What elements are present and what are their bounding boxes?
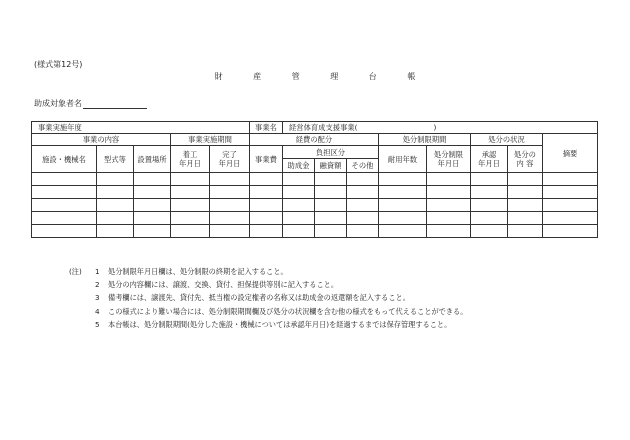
col-end-line1: 完了 — [222, 150, 237, 159]
table-cell[interactable] — [210, 225, 250, 238]
col-limit-date — [427, 146, 471, 173]
table-cell[interactable] — [543, 173, 598, 186]
table-cell[interactable] — [379, 212, 427, 225]
table-cell[interactable] — [315, 212, 347, 225]
col-end-date — [210, 146, 250, 173]
project-name-text: 経営体育成支援事業( — [289, 123, 358, 132]
table-cell[interactable] — [250, 199, 283, 212]
col-disposal-line2: 内 容 — [516, 159, 534, 168]
note-prefix: (注) — [69, 267, 82, 276]
group-cost: 経費の配分 — [250, 134, 379, 146]
col-end-line2: 年月日 — [218, 159, 241, 168]
col-facility: 施設・機械名 — [32, 146, 97, 173]
table-cell[interactable] — [543, 186, 598, 199]
col-approval-line1: 承認 — [481, 150, 497, 159]
table-cell[interactable] — [283, 225, 315, 238]
table-cell[interactable] — [315, 225, 347, 238]
table-cell[interactable] — [315, 186, 347, 199]
col-approval-line2: 年月日 — [478, 159, 500, 168]
table-cell[interactable] — [471, 173, 508, 186]
project-row — [32, 122, 598, 134]
col-limit-line1: 処分制限 — [433, 150, 464, 159]
note-number: 2 — [95, 280, 100, 290]
table-cell[interactable] — [427, 212, 471, 225]
note-item — [69, 291, 467, 304]
table-cell[interactable] — [171, 173, 210, 186]
table-cell[interactable] — [379, 225, 427, 238]
table-cell[interactable] — [379, 173, 427, 186]
notes-section — [69, 265, 467, 331]
table-row — [32, 225, 598, 238]
note-number: 3 — [95, 293, 100, 303]
note-item — [69, 318, 467, 331]
table-row — [32, 173, 598, 186]
ledger-body — [32, 173, 598, 238]
table-cell[interactable] — [97, 173, 134, 186]
project-year-label: 事業実施年度 — [32, 122, 250, 134]
table-cell[interactable] — [315, 199, 347, 212]
col-burden: 負担区分 — [283, 146, 379, 159]
table-cell[interactable] — [134, 173, 171, 186]
col-start-line2: 年月日 — [179, 159, 201, 168]
col-other: その他 — [347, 159, 379, 173]
table-cell[interactable] — [543, 212, 598, 225]
table-cell[interactable] — [97, 225, 134, 238]
table-cell[interactable] — [250, 186, 283, 199]
table-cell[interactable] — [283, 173, 315, 186]
col-loan: 融資額 — [315, 159, 347, 173]
col-approval-date — [471, 146, 508, 173]
note-item — [69, 305, 467, 318]
table-cell[interactable] — [347, 199, 379, 212]
table-cell[interactable] — [250, 212, 283, 225]
table-cell[interactable] — [347, 212, 379, 225]
note-prefix — [69, 278, 95, 291]
note-item — [69, 278, 467, 291]
table-cell[interactable] — [347, 186, 379, 199]
table-cell[interactable] — [134, 212, 171, 225]
col-model: 型式等 — [97, 146, 134, 173]
page-title: 財 産 管 理 台 帳 — [214, 72, 430, 81]
table-cell[interactable] — [134, 225, 171, 238]
note-text: この様式により難い場合には、処分制限期間欄及び処分の状況欄を含む他の様式をもって代えることができる。 — [108, 306, 468, 316]
table-cell[interactable] — [210, 212, 250, 225]
col-limit-line2: 年月日 — [437, 159, 460, 168]
col-start-line1: 着工 — [182, 150, 198, 159]
col-useful-life: 耐用年数 — [379, 146, 427, 173]
note-text: 本台帳は、処分制限期間(処分した施設・機械については承認年月日)を経過するまでは保存管理すること。 — [108, 319, 452, 329]
notes-list — [69, 265, 467, 331]
table-cell[interactable] — [427, 173, 471, 186]
table-cell[interactable] — [97, 199, 134, 212]
table-cell[interactable] — [427, 225, 471, 238]
table-cell[interactable] — [347, 225, 379, 238]
table-cell[interactable] — [283, 212, 315, 225]
recipient-field — [34, 98, 147, 109]
table-cell[interactable] — [471, 199, 508, 212]
table-row — [32, 186, 598, 199]
note-number: 5 — [95, 319, 100, 329]
table-cell[interactable] — [347, 173, 379, 186]
col-location: 設置場所 — [134, 146, 171, 173]
table-cell[interactable] — [134, 186, 171, 199]
group-limit: 処分制限期間 — [379, 134, 471, 146]
table-cell[interactable] — [543, 225, 598, 238]
column-header-row-1 — [32, 146, 598, 159]
note-prefix — [69, 291, 95, 304]
table-cell[interactable] — [134, 199, 171, 212]
project-name-label: 事業名 — [250, 122, 283, 134]
table-cell[interactable] — [171, 186, 210, 199]
table-cell[interactable] — [32, 173, 97, 186]
group-header-row — [32, 134, 598, 146]
col-remarks: 摘要 — [543, 134, 598, 173]
table-cell[interactable] — [508, 199, 543, 212]
table-cell[interactable] — [471, 212, 508, 225]
recipient-underline — [83, 99, 147, 109]
table-cell[interactable] — [543, 199, 598, 212]
form-number: (様式第12号) — [34, 60, 83, 69]
recipient-label: 助成対象者名 — [34, 99, 82, 108]
table-cell[interactable] — [32, 212, 97, 225]
table-cell[interactable] — [508, 186, 543, 199]
table-cell[interactable] — [97, 212, 134, 225]
note-text: 処分の内容欄には、譲渡、交換、貸付、担保提供等別に記入すること。 — [108, 280, 339, 290]
table-cell[interactable] — [210, 173, 250, 186]
note-prefix — [69, 318, 95, 331]
table-cell[interactable] — [508, 212, 543, 225]
project-name-close: ) — [433, 123, 437, 132]
table-cell[interactable] — [32, 199, 97, 212]
table-row — [32, 212, 598, 225]
note-prefix — [69, 305, 95, 318]
table-cell[interactable] — [379, 199, 427, 212]
table-cell[interactable] — [427, 199, 471, 212]
table-cell[interactable] — [171, 212, 210, 225]
col-disposal-line1: 処分の — [514, 150, 536, 159]
table-cell[interactable] — [171, 225, 210, 238]
col-start-date — [171, 146, 210, 173]
table-cell[interactable] — [171, 199, 210, 212]
table-cell[interactable] — [32, 225, 97, 238]
table-cell[interactable] — [283, 186, 315, 199]
table-cell[interactable] — [250, 225, 283, 238]
table-cell[interactable] — [379, 186, 427, 199]
table-cell[interactable] — [97, 186, 134, 199]
table-cell[interactable] — [250, 173, 283, 186]
col-subsidy: 助成金 — [283, 159, 315, 173]
table-cell[interactable] — [210, 186, 250, 199]
note-text: 備考欄には、譲渡先、貸付先、抵当権の設定権者の名称又は助成金の返還額を記入すること。 — [108, 293, 410, 303]
table-cell[interactable] — [315, 173, 347, 186]
table-cell[interactable] — [427, 186, 471, 199]
table-cell[interactable] — [508, 225, 543, 238]
col-disposal-content — [508, 146, 543, 173]
table-cell[interactable] — [471, 225, 508, 238]
asset-ledger-table — [31, 121, 598, 238]
group-content: 事業の内容 — [32, 134, 171, 146]
project-name-value — [283, 122, 598, 134]
group-status: 処分の状況 — [471, 134, 543, 146]
table-cell[interactable] — [283, 199, 315, 212]
table-cell[interactable] — [471, 186, 508, 199]
table-cell[interactable] — [210, 199, 250, 212]
table-cell[interactable] — [32, 186, 97, 199]
group-period: 事業実施期間 — [171, 134, 250, 146]
col-project-cost: 事業費 — [250, 146, 283, 173]
note-item — [69, 265, 467, 278]
note-text: 処分制限年月日欄は、処分制限の終期を記入すること。 — [108, 267, 288, 276]
note-number: 1 — [95, 267, 100, 276]
table-cell[interactable] — [508, 173, 543, 186]
table-row — [32, 199, 598, 212]
note-number: 4 — [95, 306, 100, 316]
